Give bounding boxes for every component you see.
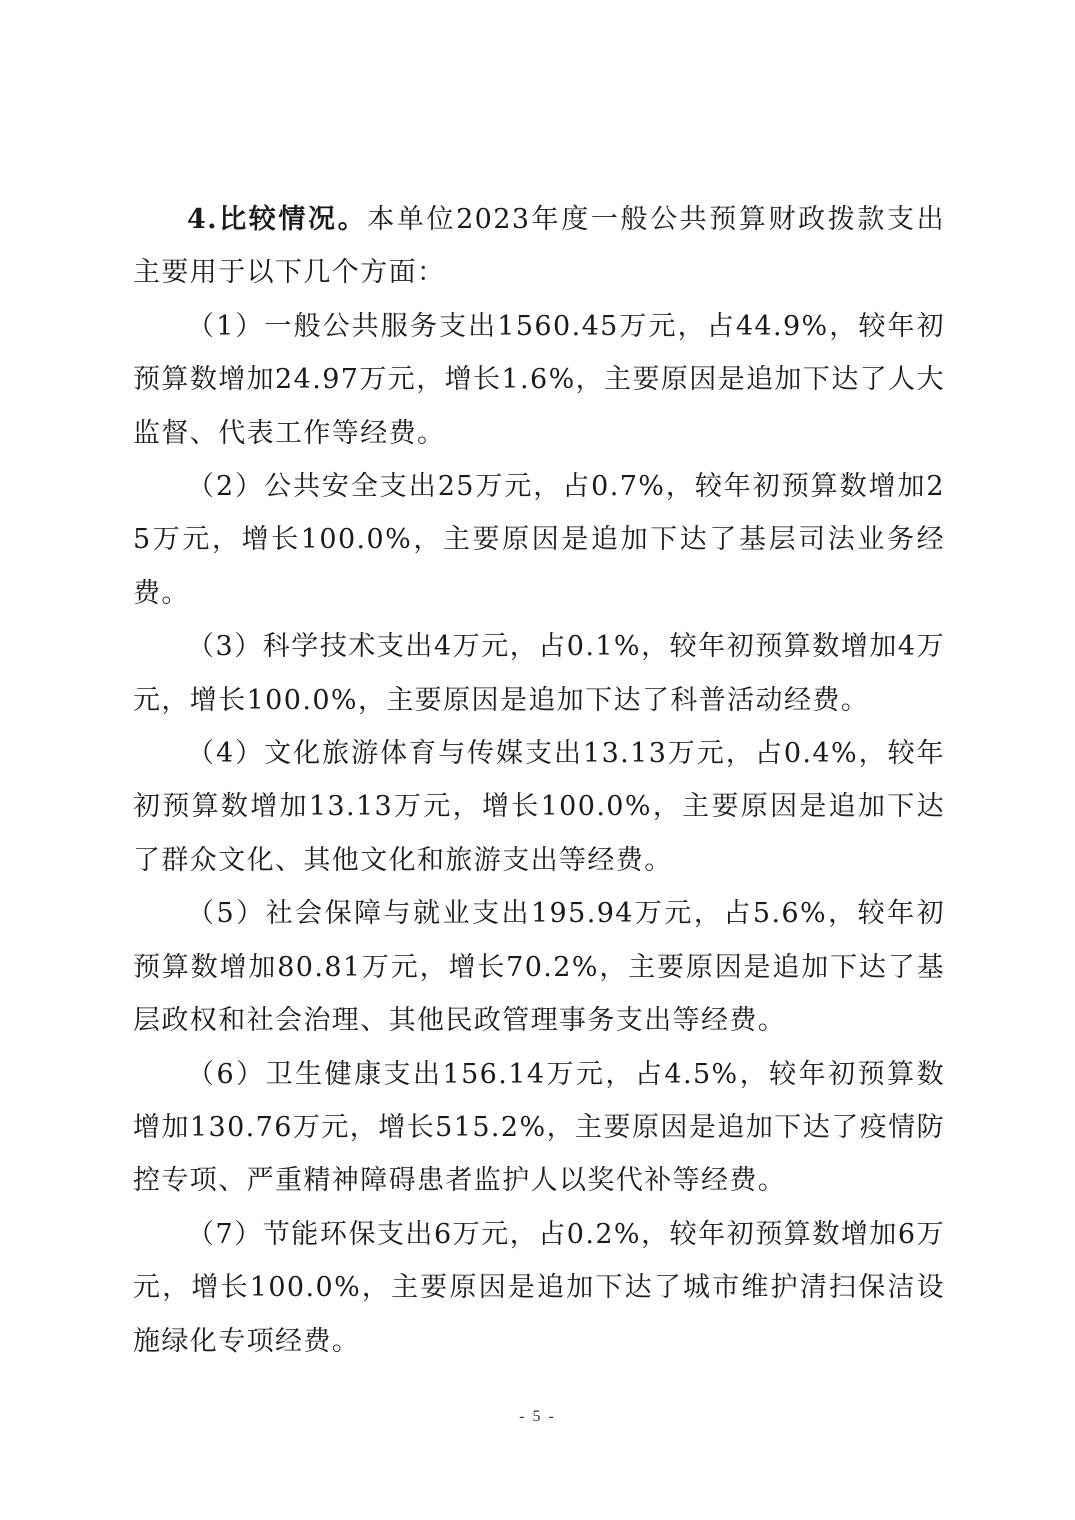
item-health: （6）卫生健康支出156.14万元，占4.5%，较年初预算数增加130.76万元，增长515.2%，主要原因是追加下达了疫情防控专项、严重精神障碍患者监护人以奖代补等经费。 bbox=[133, 1058, 945, 1197]
document-body bbox=[133, 193, 945, 1368]
item-culture-tourism-sports-media: （4）文化旅游体育与传媒支出13.13万元，占0.4%，较年初预算数增加13.13万元，增长100.0%，主要原因是追加下达了群众文化、其他文化和旅游支出等经费。 bbox=[133, 738, 945, 876]
intro-paragraph bbox=[133, 193, 945, 300]
item-public-security: （2）公共安全支出25万元，占0.7%，较年初预算数增加25万元，增长100.0%，主要原因是追加下达了基层司法业务经费。 bbox=[133, 471, 945, 609]
intro-text: 本单位2023年度一般公共预算财政拨款支出主要用于以下几个方面： bbox=[133, 204, 945, 289]
item-general-public-services: （1）一般公共服务支出1560.45万元，占44.9%，较年初预算数增加24.97万元，增长1.6%，主要原因是追加下达了人大监督、代表工作等经费。 bbox=[133, 310, 945, 449]
item-science-technology: （3）科学技术支出4万元，占0.1%，较年初预算数增加4万元，增长100.0%，主要原因是追加下达了科普活动经费。 bbox=[133, 631, 945, 716]
page-number: - 5 - bbox=[519, 1408, 556, 1425]
item-energy-environment: （7）节能环保支出6万元，占0.2%，较年初预算数增加6万元，增长100.0%，主要原因是追加下达了城市维护清扫保洁设施绿化专项经费。 bbox=[133, 1218, 945, 1357]
section-heading: 4.比较情况。 bbox=[187, 204, 368, 235]
item-social-security-employment: （5）社会保障与就业支出195.94万元，占5.6%，较年初预算数增加80.81万元，增长70.2%，主要原因是追加下达了基层政权和社会治理、其他民政管理事务支出等经费。 bbox=[133, 898, 945, 1037]
